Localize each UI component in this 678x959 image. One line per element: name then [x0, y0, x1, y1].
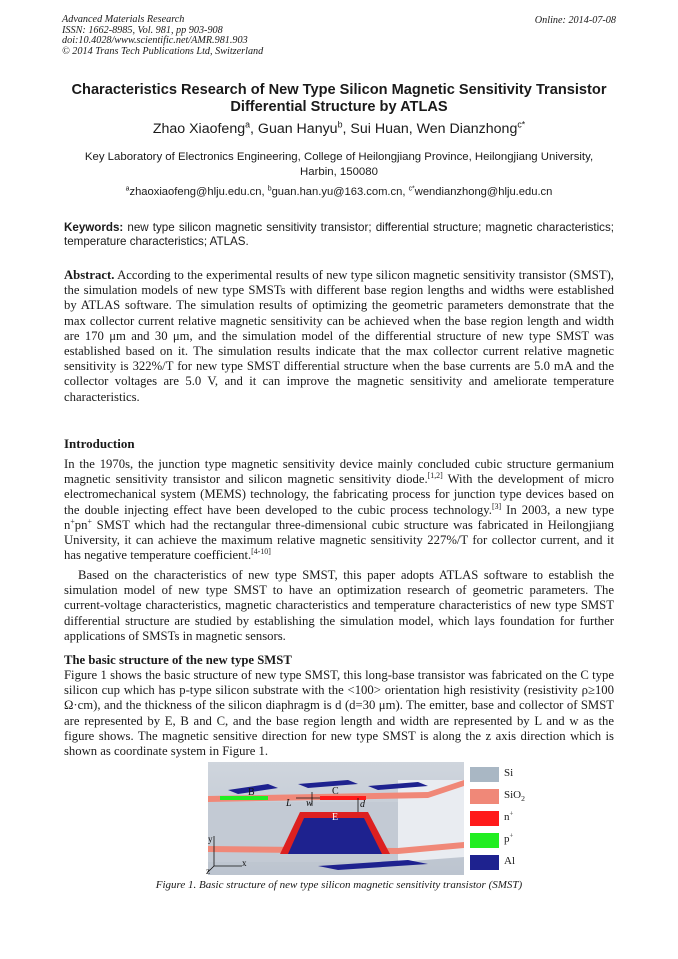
keywords-label: Keywords:	[64, 221, 124, 234]
legend-label-text: p	[504, 833, 510, 845]
keywords	[64, 221, 614, 250]
smst-structure-figure	[208, 762, 464, 875]
email-mark: c*	[408, 185, 415, 193]
introduction-heading: Introduction	[64, 436, 135, 451]
label-width: w	[306, 798, 313, 809]
email-mark: b	[267, 185, 272, 193]
online-date: Online: 2014-07-08	[534, 15, 616, 26]
email-mark: a	[125, 185, 130, 193]
legend-item-p-plus	[470, 831, 550, 851]
legend-swatch	[470, 789, 499, 804]
introduction-paragraph-1	[64, 457, 614, 563]
journal-name: Advanced Materials Research	[62, 14, 185, 25]
legend-item-si	[470, 765, 550, 785]
legend-swatch	[470, 811, 499, 826]
label-thickness: d	[360, 799, 365, 810]
journal-copyright: © 2014 Trans Tech Publications Ltd, Switzerland	[62, 45, 264, 57]
legend-swatch	[470, 833, 499, 848]
abstract-label: Abstract.	[64, 268, 115, 282]
label-collector: C	[332, 786, 339, 797]
journal-doi[interactable]: doi:10.4028/www.scientific.net/AMR.981.903	[62, 35, 248, 47]
author-name: Wen Dianzhong	[416, 121, 518, 137]
basic-structure-heading: The basic structure of the new type SMST	[64, 653, 292, 667]
legend-item-sio2	[470, 787, 550, 807]
author-mark: b	[337, 119, 343, 130]
p-plus-base-region	[220, 796, 268, 800]
intro-text: pn	[74, 517, 88, 532]
author-mark: a	[245, 119, 251, 130]
keywords-text: new type silicon magnetic sensitivity transistor; differential structure; magnetic characteristics; temperature characteristics; ATLAS.	[64, 221, 614, 249]
author-name: Sui Huan	[350, 121, 409, 137]
legend-item-al	[470, 853, 550, 873]
email-list: $^a$zhaoxiaofeng@hlju.edu.cn, $^b$guan.han.yu@163.com.cn, $^{c*}$wendianzhong@hlju.edu.cn	[125, 185, 553, 198]
citation[interactable]: [4-10]	[251, 546, 271, 556]
intro-text: In the 1970s, the junction type magnetic sensitivity device mainly concluded cubic structure germanium magnetic sensitivity transistor and silicon magnetic sensitivity diode.	[64, 457, 614, 487]
email-link[interactable]: wendianzhong@hlju.edu.cn	[414, 186, 553, 198]
legend-swatch	[470, 767, 499, 782]
figure-caption: Figure 1. Basic structure of new type silicon magnetic sensitivity transistor (SMST)	[155, 879, 523, 891]
abstract-text: According to the experimental results of new type silicon magnetic sensitivity transistor (SMST), the simulation models of new type SMSTs with different base region lengths and widths were established by ATLAS software. The simulation results of optimizing the geometric parameters demonstrate that the max collector current relative magnetic sensitivity can be achieved when the base region length and width are 170 μm and 30 μm, and the simulation model of the differential structure of new type SMST was established based on it. The simulation results indicate that the max collector current relative magnetic sensitivity is 322%/T for new type SMST differential structure when the base currents are 5.0 mA and the collector voltages are 5.0 V, and it can improve the magnetic sensitivity and ameliorate temperature characteristics.	[64, 268, 614, 404]
email-link[interactable]: guan.han.yu@163.com.cn	[271, 186, 403, 198]
intro-text: SMST which had the rectangular three-dimensional cubic structure was fabricated in Heilongjiang University, it can achieve the maximum relative magnetic sensitivity 227%/T for collector current, and it has negative temperature coefficient.	[64, 517, 614, 563]
legend-superscript: +	[509, 810, 514, 818]
legend-label-text: SiO	[504, 789, 522, 801]
superscript: +	[87, 516, 92, 526]
author-name: Zhao Xiaofeng	[152, 121, 246, 137]
abstract	[64, 268, 614, 405]
author-name: Guan Hanyu	[257, 121, 338, 137]
author-list: Zhao Xiaofeng$^a$, Guan Hanyu$^b$, Sui Huan, Wen Dianzhong$^{c*}$	[152, 119, 526, 137]
label-emitter: E	[332, 812, 339, 823]
journal-issn: ISSN: 1662-8985, Vol. 981, pp 903-908	[62, 24, 223, 36]
label-base: B	[248, 787, 255, 798]
label-length: L	[286, 798, 292, 809]
legend-label	[504, 833, 513, 845]
label-x-axis: x	[242, 858, 247, 868]
legend-subscript: 2	[521, 794, 525, 804]
legend-label	[504, 811, 513, 823]
journal-header	[62, 15, 263, 57]
legend-label: Si	[504, 767, 514, 779]
intro-text: With the development of micro electromechanical system (MEMS) technology, the fabricating process for junction type devices based on the double injecting effect have been developed to the cubic process technology.	[64, 472, 614, 517]
affiliation: Key Laboratory of Electronics Engineering, College of Heilongjiang Province, Heilongjiang University, Harbin, 150080	[84, 151, 594, 178]
legend-superscript: +	[509, 832, 514, 840]
paper-title: Characteristics Research of New Type Silicon Magnetic Sensitivity Transistor Differential Structure by ATLAS	[71, 82, 607, 115]
introduction-paragraph-2: Based on the characteristics of new type SMST, this paper adopts ATLAS software to establish the simulation model of new type SMST to have an optimization research of geometric parameters. The current-voltage characteristics, magnetic characteristics and temperature characteristics of new type SMST differential structure are studied by establishing the simulation model, which lays foundation for further applications of SMSTs in magnetic sensors.	[64, 568, 614, 643]
intro-text: In 2003, a new type n	[64, 502, 614, 532]
legend-item-n-plus	[470, 809, 550, 829]
label-z-axis: z	[206, 866, 210, 876]
citation[interactable]: [1,2]	[427, 470, 443, 480]
citation[interactable]: [3]	[491, 501, 502, 511]
label-y-axis: y	[208, 834, 213, 844]
author-mark: c*	[517, 119, 526, 130]
legend-swatch	[470, 855, 499, 870]
basic-structure-paragraph: Figure 1 shows the basic structure of new type SMST, this long-base transistor was fabricated on the C type silicon cup which has p-type silicon substrate with the <100> orientation high resistivity (resistivity ρ≥100 Ω·cm), and the thickness of the silicon diaphragm is d (d=30 μm). The emitter, base and collector of SMST are represented by E, B and C, and the base region length and width are represented by L and w as the figure shows. The magnetic sensitive direction for new type SMST is along the z axis direction which is shown as coordinate system in Figure 1.	[64, 668, 614, 759]
legend-label-text: n	[504, 811, 510, 823]
email-link[interactable]: zhaoxiaofeng@hlju.edu.cn	[129, 186, 262, 198]
superscript: +	[70, 516, 75, 526]
legend-label	[504, 789, 525, 803]
legend-label: Al	[504, 855, 515, 867]
